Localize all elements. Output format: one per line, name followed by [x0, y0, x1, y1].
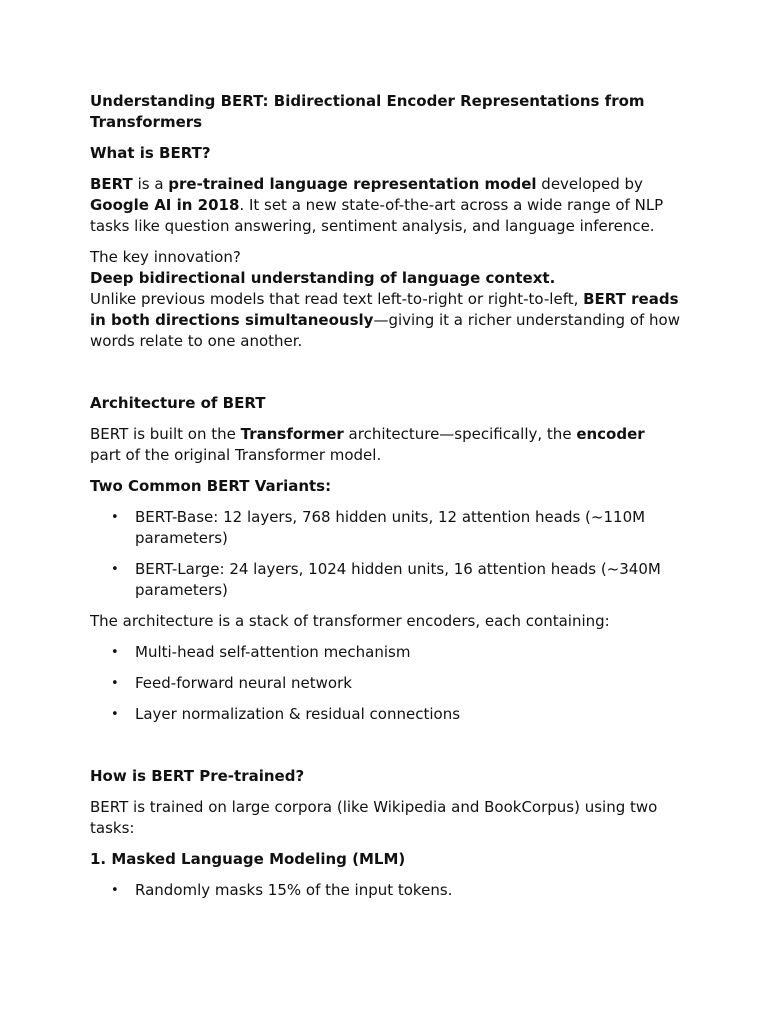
bold-term: Transformer [240, 425, 344, 443]
section-spacer [90, 362, 680, 393]
list-item [90, 673, 680, 694]
architecture-paragraph [90, 424, 680, 466]
text-run: part of the original Transformer model. [90, 446, 382, 464]
bold-term: encoder [576, 425, 645, 443]
text-run: architecture—specifically, the [343, 425, 577, 443]
text-run: developed by [536, 175, 643, 193]
variants-list [90, 507, 680, 601]
bullet-icon: • [111, 645, 119, 660]
text-run: BERT is built on the [90, 425, 241, 443]
bullet-icon: • [111, 562, 119, 577]
text-run: —giving it a richer understanding of how words relate to one another. [90, 311, 681, 350]
components-list [90, 642, 680, 725]
pretraining-paragraph: BERT is trained on large corpora (like Wikipedia and BookCorpus) using two tasks: [90, 798, 658, 837]
bullet-icon: • [111, 883, 119, 898]
bullet-icon: • [111, 707, 119, 722]
bold-term: BERT [90, 175, 133, 193]
document-page [90, 91, 680, 911]
key-innovation-label: The key innovation? [90, 248, 241, 266]
list-item-text: Feed-forward neural network [135, 674, 352, 692]
list-item [90, 642, 680, 663]
subheading-variants: Two Common BERT Variants: [90, 477, 332, 495]
section-heading-what-is-bert: What is BERT? [90, 144, 211, 162]
list-item [90, 559, 680, 601]
list-item-text: BERT-Large: 24 layers, 1024 hidden units, 16 attention heads (~340M parameters) [135, 560, 661, 599]
list-item [90, 507, 680, 549]
document-title: Understanding BERT: Bidirectional Encoder Representations from Transformers [90, 92, 645, 131]
subheading-mlm: 1. Masked Language Modeling (MLM) [90, 850, 406, 868]
list-item-text: BERT-Base: 12 layers, 768 hidden units, 12 attention heads (~110M parameters) [135, 508, 646, 547]
section-spacer [90, 735, 680, 766]
text-run: Unlike previous models that read text left-to-right or right-to-left, [90, 290, 584, 308]
list-item-text: Randomly masks 15% of the input tokens. [135, 881, 453, 899]
section-heading-architecture: Architecture of BERT [90, 394, 266, 412]
stack-paragraph: The architecture is a stack of transformer encoders, each containing: [90, 612, 610, 630]
mlm-list [90, 880, 680, 901]
section-heading-pretraining: How is BERT Pre-trained? [90, 767, 305, 785]
text-run: is a [132, 175, 169, 193]
list-item [90, 880, 680, 901]
list-item-text: Multi-head self-attention mechanism [135, 643, 411, 661]
what-is-bert-paragraph [90, 174, 680, 237]
text-run: . It set a new state-of-the-art across a wide range of NLP tasks like question answering, sentiment analysis, and language inference. [90, 196, 664, 235]
bold-term: BERT reads in both directions simultaneously [90, 290, 679, 329]
bullet-icon: • [111, 676, 119, 691]
key-innovation-statement: Deep bidirectional understanding of language context. [90, 269, 556, 287]
bullet-icon: • [111, 510, 119, 525]
list-item-text: Layer normalization & residual connections [135, 705, 461, 723]
key-innovation-paragraph [90, 247, 680, 352]
bold-term: Google AI in 2018 [90, 196, 240, 214]
list-item [90, 704, 680, 725]
bold-term: pre-trained language representation model [168, 175, 537, 193]
